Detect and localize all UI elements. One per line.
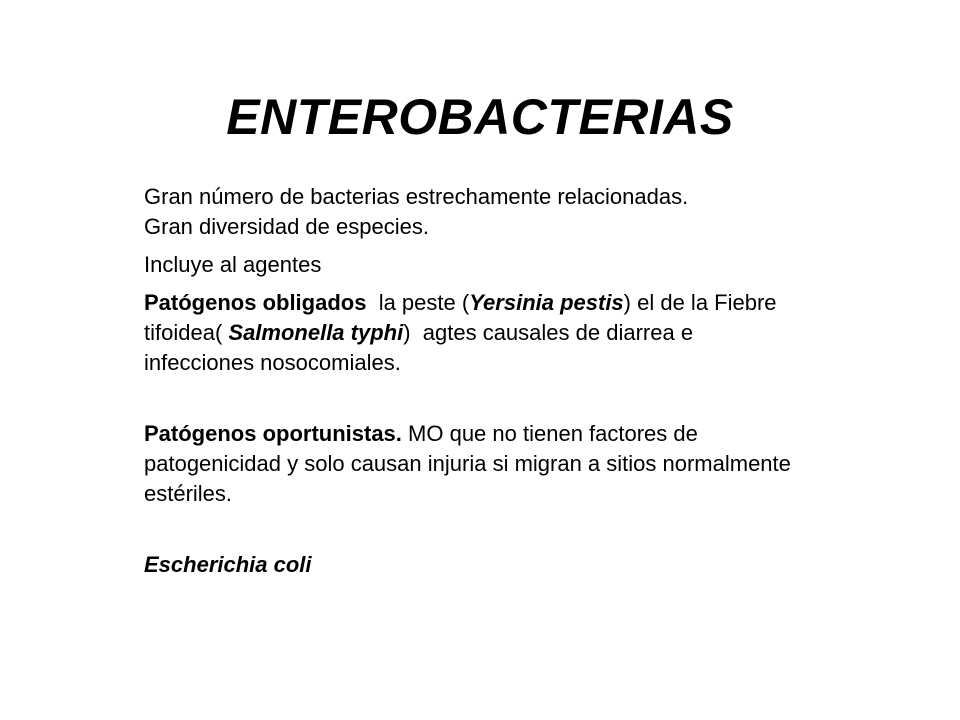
species-ecoli: Escherichia coli: [144, 552, 312, 577]
paragraph-ecoli: [144, 550, 794, 580]
spacer: [144, 384, 794, 419]
species-salmonella: Salmonella typhi: [228, 320, 404, 345]
obligate-text-3: ) agtes causales de diarrea e infecciones nosocomiales.: [144, 320, 700, 375]
paragraph-opportunistic: [144, 419, 798, 509]
obligate-text-1: la peste (: [366, 290, 470, 315]
intro-line-1: Gran número de bacterias estrechamente relacionadas.: [144, 184, 689, 209]
paragraph-obligate: [144, 288, 794, 378]
obligate-heading: Patógenos obligados: [144, 290, 367, 315]
paragraph-intro: [144, 182, 794, 242]
paragraph-agents: Incluye al agentes: [144, 252, 322, 277]
slide-body: [144, 182, 798, 586]
intro-line-2: Gran diversidad de especies.: [144, 214, 429, 239]
opportunistic-heading: Patógenos oportunistas.: [144, 421, 402, 446]
obligate-text-2: ) el de la Fiebre tifoidea(: [144, 290, 783, 345]
slide-title: ENTEROBACTERIAS: [226, 89, 734, 145]
opportunistic-text: MO que no tienen factores de patogenicidad y solo causan injuria si migran a sitios normalmente estériles.: [144, 421, 798, 506]
species-yersinia: Yersinia pestis: [469, 290, 624, 315]
spacer: [144, 515, 794, 550]
